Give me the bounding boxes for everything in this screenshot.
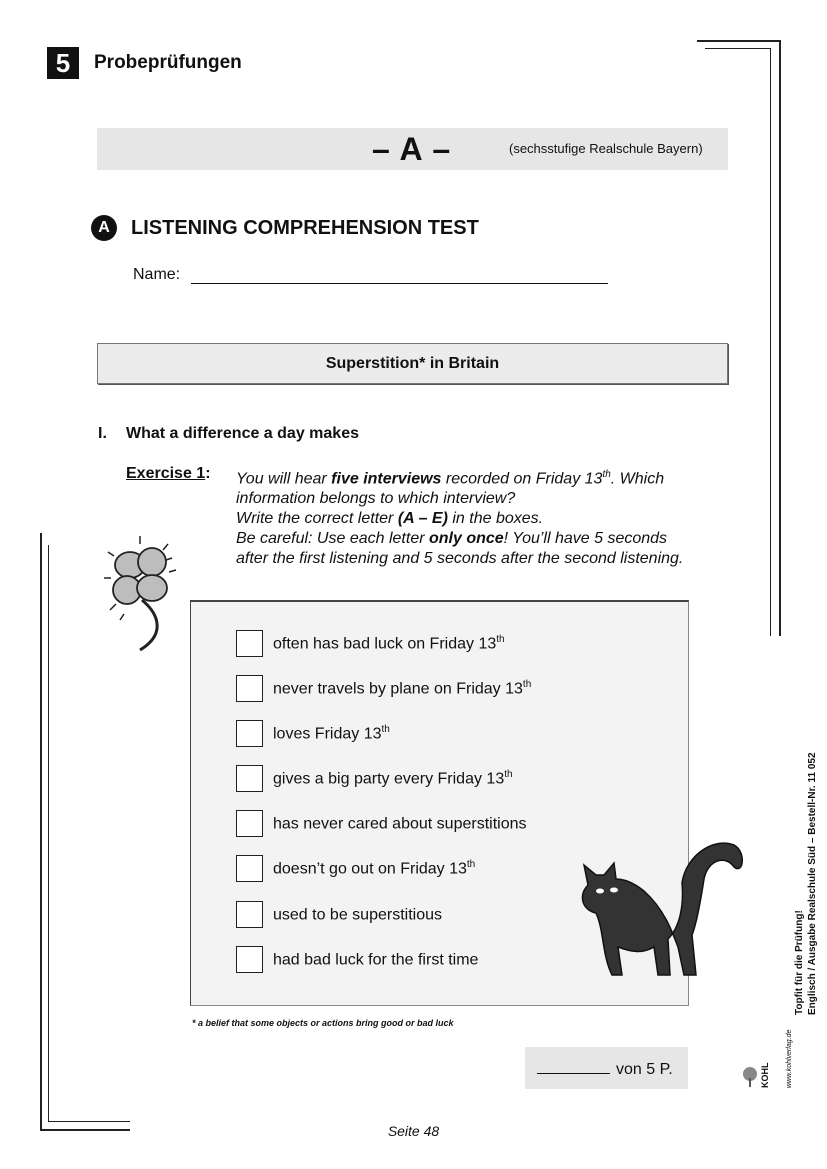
- item-text: [273, 814, 526, 833]
- instr-text: Write the correct letter: [236, 510, 398, 528]
- answer-box[interactable]: [236, 810, 263, 837]
- page-number: Seite 48: [387, 1123, 440, 1139]
- score-box: [525, 1047, 688, 1089]
- sidebar-imprint: [793, 752, 819, 1015]
- instr-bold: five interviews: [331, 470, 442, 488]
- frame-line-right-v2: [770, 48, 771, 636]
- name-field-line[interactable]: [191, 283, 608, 284]
- item-sup: th: [466, 859, 476, 870]
- exam-version-subtitle: (sechsstufige Realschule Bayern): [509, 141, 703, 156]
- black-cat-icon: [574, 835, 746, 983]
- item-sup: th: [496, 634, 505, 645]
- instr-bold: only once: [428, 530, 504, 548]
- score-blank[interactable]: [537, 1059, 610, 1074]
- instr-text: after the first listening and 5 seconds after the second listening.: [236, 550, 684, 568]
- item-label: used to be superstitious: [273, 906, 442, 924]
- topic-title: Superstition* in Britain: [325, 355, 500, 372]
- part-number: I.: [98, 425, 107, 442]
- frame-line-left-v2: [48, 545, 49, 1122]
- item-text: [273, 679, 531, 698]
- name-label: Name:: [133, 266, 181, 283]
- item-text: [273, 634, 505, 653]
- tree-icon: [740, 1066, 760, 1088]
- publisher-logo: KOHL: [760, 1062, 770, 1088]
- chapter-number: 5: [47, 47, 79, 79]
- instr-text: information belongs to which interview?: [236, 490, 516, 508]
- item-sup: th: [381, 724, 390, 735]
- item-text: [273, 769, 513, 788]
- item-text: [273, 905, 442, 924]
- footnote: * a belief that some objects or actions bring good or bad luck: [192, 1018, 454, 1028]
- item-text: [273, 859, 475, 878]
- answer-box[interactable]: [236, 855, 263, 882]
- answer-box[interactable]: [236, 720, 263, 747]
- instr-sup: th: [602, 469, 611, 480]
- item-label: gives a big party every Friday 13: [273, 770, 505, 788]
- instr-bold: (A – E): [397, 510, 448, 528]
- instr-text: recorded on Friday 13: [441, 470, 603, 488]
- score-text: [537, 1059, 673, 1079]
- exam-version-title: – A –: [372, 131, 452, 167]
- answer-box[interactable]: [236, 765, 263, 792]
- item-label: had bad luck for the first time: [273, 951, 479, 969]
- answer-box[interactable]: [236, 901, 263, 928]
- item-label: loves Friday 13: [273, 725, 382, 743]
- answer-box[interactable]: [236, 675, 263, 702]
- score-label: von 5 P.: [616, 1061, 673, 1078]
- item-text: [273, 950, 478, 969]
- topic-box: [97, 343, 728, 384]
- frame-line-left-v1: [40, 533, 42, 1130]
- frame-line-right-v1: [779, 40, 781, 636]
- frame-line-top-right-h1: [697, 40, 780, 42]
- instr-text: ! You’ll have 5 seconds: [503, 530, 668, 548]
- exercise-label-colon: :: [205, 465, 211, 482]
- sidebar-line2: Englisch / Ausgabe Realschule Süd – Bestell-Nr. 11 052: [807, 752, 818, 1015]
- item-sup: th: [504, 769, 513, 780]
- chapter-title: Probeprüfungen: [94, 52, 242, 73]
- item-label: never travels by plane on Friday 13: [273, 680, 523, 698]
- exercise-instructions: [236, 465, 716, 569]
- item-label: often has bad luck on Friday 13: [273, 635, 497, 653]
- frame-line-bottom-h2: [48, 1121, 130, 1122]
- instr-text: in the boxes.: [447, 510, 544, 528]
- section-title: LISTENING COMPREHENSION TEST: [131, 217, 479, 239]
- frame-line-top-right-h2: [705, 48, 770, 49]
- item-label: doesn’t go out on Friday 13: [273, 860, 467, 878]
- exercise-label-text: Exercise 1: [126, 465, 206, 482]
- item-sup: th: [522, 679, 532, 690]
- item-label: has never cared about superstitions: [273, 815, 527, 833]
- publisher-url: www.kohlverlag.de: [786, 1029, 793, 1088]
- answer-box[interactable]: [236, 630, 263, 657]
- four-leaf-clover-icon: [100, 530, 185, 655]
- part-title: What a difference a day makes: [126, 425, 359, 442]
- answer-box[interactable]: [236, 946, 263, 973]
- instr-text: . Which: [610, 470, 665, 488]
- section-badge: A: [91, 215, 117, 241]
- sidebar-line1: Topfit für die Prüfung!: [794, 910, 805, 1015]
- exercise-label: [126, 465, 211, 483]
- instr-text: You will hear: [236, 470, 332, 488]
- item-text: [273, 724, 390, 743]
- instr-text: Be careful: Use each letter: [236, 530, 429, 548]
